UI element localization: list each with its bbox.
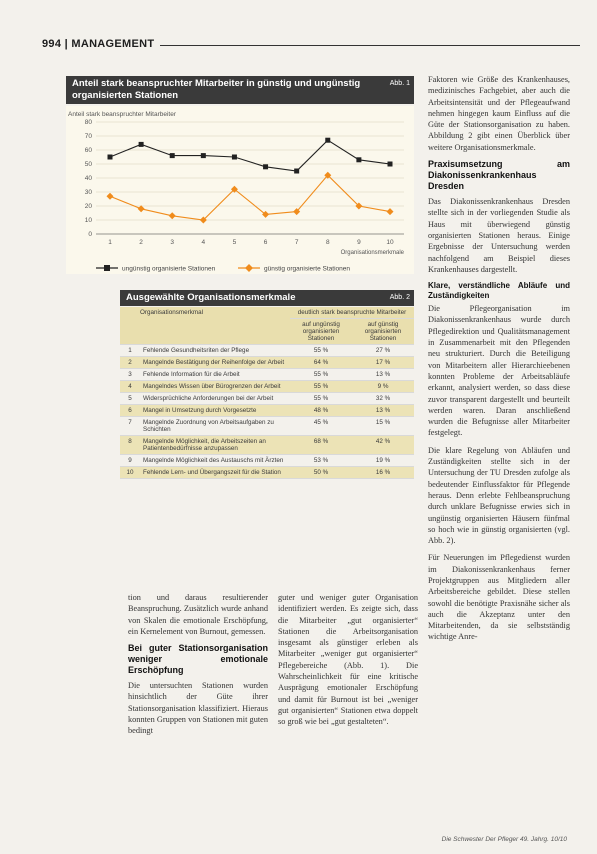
chart-title: Anteil stark beanspruchter Mitarbeiter in günstig und ungünstig organisierten Stationen bbox=[72, 78, 361, 101]
right-paragraph-2: Das Diakonissenkrankenhaus Dresden stellte sich in der vorliegenden Studie als Haus mit überwiegend günstig organisierten Stationen heraus. Einige Ergebnisse der Untersuchung werden nachfolgend am Beispiel dieses Krankenhauses dargestellt. bbox=[428, 197, 570, 274]
row-value-good: 16 % bbox=[352, 467, 414, 479]
series-line bbox=[110, 140, 390, 171]
row-label: Mangelnde Möglichkeit des Austauschs mit Ärzten bbox=[140, 455, 290, 467]
data-point bbox=[108, 155, 113, 160]
x-tick-label: 5 bbox=[232, 239, 237, 246]
row-number: 10 bbox=[120, 467, 140, 479]
data-point bbox=[201, 153, 206, 158]
row-number: 5 bbox=[120, 393, 140, 405]
row-value-good: 9 % bbox=[352, 381, 414, 393]
row-value-good: 13 % bbox=[352, 369, 414, 381]
row-value-bad: 45 % bbox=[290, 417, 352, 436]
right-heading-2: Klare, verständliche Abläufe und Zuständigkeiten bbox=[428, 281, 570, 301]
data-point bbox=[263, 164, 268, 169]
page-number: 994 bbox=[42, 38, 62, 50]
row-label: Fehlende Information für die Arbeit bbox=[140, 369, 290, 381]
right-column bbox=[428, 74, 570, 649]
row-value-bad: 55 % bbox=[290, 345, 352, 357]
x-tick-label: 4 bbox=[201, 239, 206, 246]
x-axis-label: Organisationsmerkmale bbox=[340, 250, 404, 256]
features-table bbox=[120, 307, 414, 479]
x-tick-label: 1 bbox=[108, 239, 112, 246]
chart-area bbox=[66, 106, 414, 274]
table-row bbox=[120, 405, 414, 417]
right-paragraph-3: Die Pflegeorganisation im Diakonissenkrankenhaus wurde durch Pflegedirektion und Qualitätsmanagement in Zusammenarbeit mit den Pflegenden neu strukturiert. Durch die Beteiligung von Mitarbeitern aller Hierarchieebenen konnten Probleme der Arbeitsabläufe erkannt, analysiert werden, so dass diese zuvor transparent dargestellt und beurteilt werden waren. Daran anschließend wurden die Befugnisse aller Mitarbeiter festgelegt. bbox=[428, 304, 570, 438]
middle-column bbox=[278, 592, 418, 734]
data-point bbox=[356, 157, 361, 162]
row-number: 7 bbox=[120, 417, 140, 436]
row-value-good: 19 % bbox=[352, 455, 414, 467]
row-label: Mangelnde Bestätigung der Reihenfolge der Arbeit bbox=[140, 357, 290, 369]
row-number: 3 bbox=[120, 369, 140, 381]
x-tick-label: 9 bbox=[357, 239, 361, 246]
table-row bbox=[120, 345, 414, 357]
y-tick-label: 80 bbox=[84, 119, 92, 126]
row-value-good: 27 % bbox=[352, 345, 414, 357]
table-row bbox=[120, 455, 414, 467]
row-value-bad: 68 % bbox=[290, 436, 352, 455]
row-label: Mangel in Umsetzung durch Vorgesetzte bbox=[140, 405, 290, 417]
row-value-good: 13 % bbox=[352, 405, 414, 417]
row-number: 8 bbox=[120, 436, 140, 455]
table-row bbox=[120, 369, 414, 381]
section-title: MANAGEMENT bbox=[71, 38, 155, 50]
x-tick-label: 2 bbox=[139, 239, 143, 246]
data-point bbox=[387, 208, 394, 215]
th-good: auf günstig organisierten Stationen bbox=[352, 319, 414, 345]
line-chart bbox=[66, 106, 414, 274]
table-tag: Abb. 2 bbox=[389, 294, 410, 301]
y-tick-label: 50 bbox=[84, 161, 92, 168]
data-point bbox=[139, 142, 144, 147]
legend-marker-good bbox=[245, 264, 253, 272]
th-bad: auf ungünstig organisierten Stationen bbox=[290, 319, 352, 345]
row-value-good: 42 % bbox=[352, 436, 414, 455]
data-point bbox=[294, 169, 299, 174]
y-tick-label: 20 bbox=[84, 203, 92, 210]
row-number: 4 bbox=[120, 381, 140, 393]
legend-label-bad: ungünstig organisierte Stationen bbox=[122, 265, 216, 273]
left-heading-1: Bei guter Stationsorganisation weniger emotionale Erschöpfung bbox=[128, 643, 268, 676]
table-row bbox=[120, 357, 414, 369]
row-value-bad: 55 % bbox=[290, 393, 352, 405]
row-label: Mangelnde Möglichkeit, die Arbeitszeiten an Patientenbedürfnisse anzupassen bbox=[140, 436, 290, 455]
row-number: 6 bbox=[120, 405, 140, 417]
data-point bbox=[325, 138, 330, 143]
series-line bbox=[110, 175, 390, 220]
row-value-bad: 53 % bbox=[290, 455, 352, 467]
row-number: 1 bbox=[120, 345, 140, 357]
legend-marker-bad bbox=[104, 265, 110, 271]
table-row bbox=[120, 436, 414, 455]
y-axis-label: Anteil stark beanspruchter Mitarbeiter bbox=[68, 111, 177, 118]
table-row bbox=[120, 393, 414, 405]
data-point bbox=[138, 205, 145, 212]
row-label: Fehlende Gesundheitsriten der Pflege bbox=[140, 345, 290, 357]
y-tick-label: 40 bbox=[84, 175, 92, 182]
th-feature: Organisationsmerkmal bbox=[120, 307, 290, 345]
mid-paragraph-1: guter und weniger guter Organisation identifiziert werden. Es zeigte sich, dass die Mitarbeiter „gut organisierter“ Stationen die Arbeitsorganisation insgesamt als günstiger erleben als Mitarbeiter „weniger gut organisierter“ Pflegebereiche (Abb. 1). Die Wahrscheinlichkeit für eine kritische Ausprägung emotionaler Erschöpfung und damit für Burnout ist bei „weniger gut organisierten“ Stationen etwa doppelt so groß wie bei „gut gestalteten“. bbox=[278, 593, 418, 727]
x-tick-label: 7 bbox=[294, 239, 299, 246]
page-footer: Die Schwester Der Pfleger 49. Jahrg. 10/10 bbox=[441, 836, 567, 843]
left-paragraph-1: tion und daraus resultierender Beanspruchung. Zusätzlich wurde anhand von Skalen die emotionale Erschöpfung, ein Kernelement von Burnout, gemessen. bbox=[128, 593, 268, 636]
row-value-good: 15 % bbox=[352, 417, 414, 436]
row-label: Widersprüchliche Anforderungen bei der Arbeit bbox=[140, 393, 290, 405]
x-tick-label: 6 bbox=[263, 239, 268, 246]
y-tick-label: 30 bbox=[84, 189, 92, 196]
y-tick-label: 70 bbox=[84, 133, 92, 140]
row-label: Fehlende Lern- und Übergangszeit für die Station bbox=[140, 467, 290, 479]
y-tick-label: 0 bbox=[88, 231, 92, 238]
table-row bbox=[120, 417, 414, 436]
x-tick-label: 8 bbox=[325, 239, 330, 246]
y-tick-label: 10 bbox=[84, 217, 92, 224]
data-point bbox=[169, 212, 176, 219]
row-value-bad: 55 % bbox=[290, 369, 352, 381]
row-value-bad: 48 % bbox=[290, 405, 352, 417]
row-value-bad: 64 % bbox=[290, 357, 352, 369]
page-header: 994 | MANAGEMENT bbox=[42, 38, 155, 50]
right-heading-1: Praxisumsetzung am Diakonissenkrankenhaus Dresden bbox=[428, 159, 570, 192]
chart-legend bbox=[66, 262, 414, 276]
table-row bbox=[120, 467, 414, 479]
right-paragraph-4: Die klare Regelung von Abläufen und Zuständigkeiten stellte sich in der Untersuchung der TU Dresden zufolge als bedeutender Einflussfaktor für Pflegende heraus. Denn erlebte Fehlbeanspruchung durch unklare Befugnisse erwies sich in ungünstig organisierten Häusern fünfmal so hoch wie in günstig organisierten (vgl. Abb. 2). bbox=[428, 445, 570, 546]
right-paragraph-5: Für Neuerungen im Pflegedienst wurden im Diakonissenkrankenhaus ferner Projektgruppen aus Mitgliedern aller Arbeitsbereiche gebildet. Diese stellen sowohl die benötigte Praxisnähe sicher als auch die Akzeptanz unter den Mitarbeitenden, da sie selbstständig wichtige Anre- bbox=[428, 553, 570, 642]
th-group: deutlich stark beanspruchte Mitarbeiter bbox=[290, 307, 414, 319]
data-point bbox=[388, 162, 393, 167]
y-tick-label: 60 bbox=[84, 147, 92, 154]
chart-box-title bbox=[66, 76, 414, 104]
row-value-good: 32 % bbox=[352, 393, 414, 405]
row-value-bad: 55 % bbox=[290, 381, 352, 393]
left-paragraph-2: Die untersuchten Stationen wurden hinsichtlich der Güte ihrer Stationsorganisation klassifiziert. Hieraus konnten Gruppen von Stationen mit guten bedingt bbox=[128, 681, 268, 736]
header-rule bbox=[160, 45, 580, 46]
row-number: 9 bbox=[120, 455, 140, 467]
table-title: Ausgewählte Organisationsmerkmale bbox=[126, 292, 296, 303]
row-value-good: 17 % bbox=[352, 357, 414, 369]
legend-label-good: günstig organisierte Stationen bbox=[264, 265, 351, 273]
table-box-title bbox=[120, 290, 414, 306]
table-row bbox=[120, 381, 414, 393]
left-column bbox=[128, 592, 268, 743]
chart-tag: Abb. 1 bbox=[389, 80, 410, 87]
data-point bbox=[170, 153, 175, 158]
right-paragraph-1: Faktoren wie Größe des Krankenhauses, medizinisches Fachgebiet, aber auch die Arbeitsintensität und der Pflegeaufwand nehmen hingegen kaum Einfluss auf die Güte der Stationsorganisation zu haben. Abbildung 2 gibt einen Überblick über weitere Organisationsmerkmale. bbox=[428, 75, 570, 152]
x-tick-label: 10 bbox=[386, 239, 394, 246]
data-point bbox=[232, 155, 237, 160]
x-tick-label: 3 bbox=[170, 239, 175, 246]
row-value-bad: 50 % bbox=[290, 467, 352, 479]
row-label: Mangelnde Zuordnung von Arbeitsaufgaben zu Schichten bbox=[140, 417, 290, 436]
data-point bbox=[107, 193, 114, 200]
row-label: Mangelndes Wissen über Bürogrenzen der Arbeit bbox=[140, 381, 290, 393]
row-number: 2 bbox=[120, 357, 140, 369]
